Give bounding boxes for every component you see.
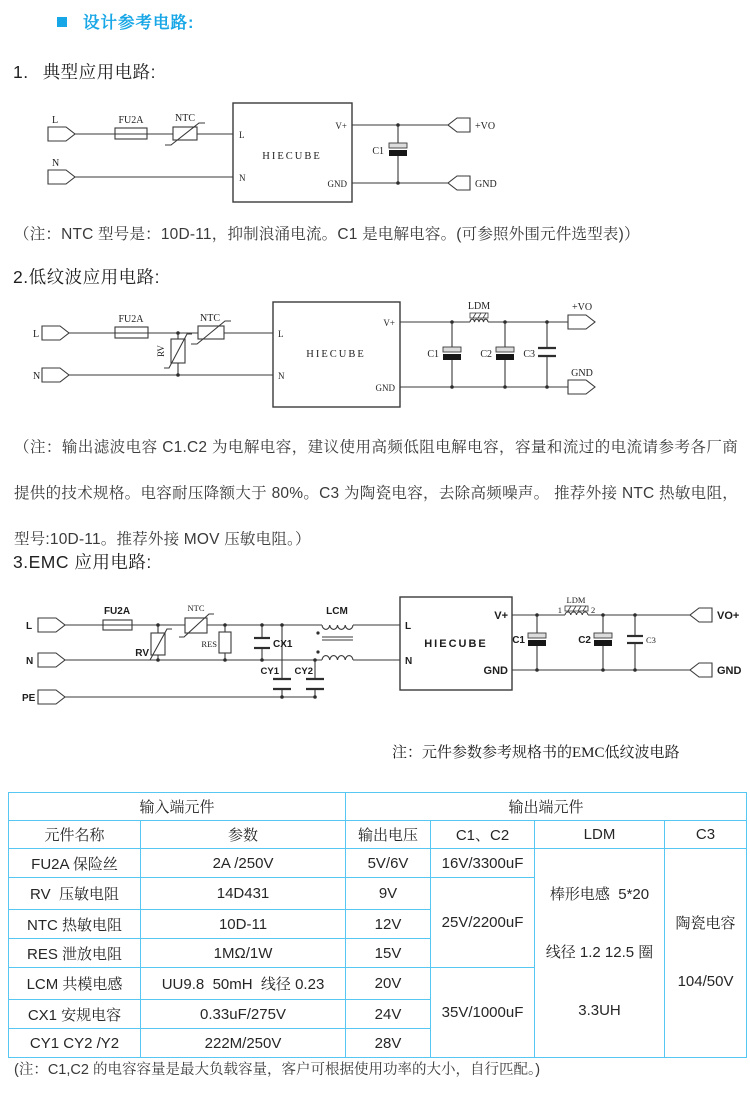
capacitor-c2-symbol (594, 633, 612, 646)
cell-component-param: 10D-11 (141, 910, 346, 939)
cell-c3-value (665, 849, 747, 1058)
col-header-c3: C3 (665, 821, 747, 849)
c3-value-line: 陶瓷电容 (675, 915, 736, 932)
terminal-vo-icon (448, 118, 470, 132)
capacitor-cy2-symbol (306, 679, 324, 689)
label-pe: PE (22, 693, 36, 704)
cell-component-name: FU2A 保险丝 (9, 849, 141, 878)
note-section2: （注：输出滤波电容 C1.C2 为电解电容，建议使用高频低阻电解电容，容量和流过的电流请参考各厂商提供的技术规格。电容耐压降额大于 80%。C3 为陶瓷电容，去除高频噪声。 推荐外接 NTC 热敏电阻，型号:10D-11。推荐外接 MOV 压敏电阻。） (14, 439, 738, 548)
group-header-input: 输入端元件 (9, 793, 346, 821)
varistor-rv-symbol (145, 629, 172, 660)
cell-component-param: 0.33uF/275V (141, 1000, 346, 1029)
cell-ldm-value (535, 849, 665, 1058)
terminal-vo-icon (690, 608, 712, 622)
terminal-pe-icon (38, 690, 65, 704)
cell-component-name: CX1 安规电容 (9, 1000, 141, 1029)
label-c2: C2 (480, 349, 492, 360)
page-title: 设计参考电路: (83, 14, 195, 32)
label-cy1: CY1 (260, 666, 279, 677)
terminal-n-icon (48, 170, 75, 184)
label-pin-gnd: GND (375, 383, 395, 393)
label-out-vo: VO+ (717, 610, 740, 622)
note-footer: (注：C1,C2 的电容容量是最大负载容量，客户可根据使用功率的大小，自行匹配。) (14, 1062, 541, 1078)
label-ntc: NTC (175, 113, 195, 124)
section1-number: 1. (13, 62, 29, 82)
cell-c1c2-value: 16V/3300uF (431, 849, 535, 878)
label-out-vo: +VO (475, 121, 496, 132)
ldm-value-line: 棒形电感 5*20 (549, 886, 650, 903)
inductor-ldm-symbol (470, 313, 488, 322)
col-header-vout: 输出电压 (346, 821, 431, 849)
terminal-gnd-icon (448, 176, 470, 190)
label-module: HIECUBE (306, 349, 366, 360)
circuit-low-ripple-application (25, 293, 625, 415)
label-c3: C3 (646, 635, 656, 645)
table-header-row (9, 821, 747, 849)
capacitor-c3-symbol (627, 636, 643, 643)
table-group-header-row (9, 793, 747, 821)
varistor-rv-symbol (164, 334, 192, 368)
table-row (9, 849, 747, 878)
terminal-vo-icon (568, 315, 595, 329)
label-n: N (52, 158, 60, 169)
cell-c1c2-value: 25V/2200uF (431, 878, 535, 968)
cell-c1c2-value: 35V/1000uF (431, 968, 535, 1058)
capacitor-c1-symbol (528, 633, 546, 646)
capacitor-cx1-symbol (254, 638, 270, 648)
cell-output-voltage: 12V (346, 910, 431, 939)
c3-value-line: 104/50V (677, 973, 734, 990)
note-section1: （注：NTC 型号是：10D-11，抑制浪涌电流。C1 是电解电容。(可参照外围元件选型表)） (14, 226, 640, 243)
group-header-output: 输出端元件 (346, 793, 747, 821)
col-header-name: 元件名称 (9, 821, 141, 849)
label-out-gnd: GND (717, 665, 742, 677)
label-c1: C1 (427, 349, 439, 360)
cell-component-name: NTC 热敏电阻 (9, 910, 141, 939)
capacitor-c3-symbol (538, 348, 556, 356)
section2-heading: 2.低纹波应用电路: (13, 267, 160, 287)
section-bullet-icon (57, 17, 67, 27)
cell-component-param: 1MΩ/1W (141, 939, 346, 968)
cell-output-voltage: 5V/6V (346, 849, 431, 878)
label-pin-l: L (405, 621, 412, 632)
cell-component-param: 14D431 (141, 878, 346, 910)
label-fuse: FU2A (118, 314, 144, 325)
cell-output-voltage: 15V (346, 939, 431, 968)
circuit-emc-application (22, 592, 750, 720)
label-pin-n: N (239, 173, 246, 183)
col-header-ldm: LDM (535, 821, 665, 849)
label-module: HIECUBE (424, 638, 488, 650)
note-emc-reference: 注：元件参数参考规格书的EMC低纹波电路 (392, 745, 680, 761)
terminal-n-icon (42, 368, 69, 382)
cell-component-param: 2A /250V (141, 849, 346, 878)
label-out-vo: +VO (571, 302, 593, 313)
section1-title: 典型应用电路: (42, 62, 156, 82)
label-ldm-pin1: 1 (557, 605, 562, 615)
component-selection-table (8, 792, 747, 1058)
label-cy2: CY2 (294, 666, 313, 677)
cell-output-voltage: 9V (346, 878, 431, 910)
capacitor-cy1-symbol (273, 679, 291, 689)
label-pin-l: L (239, 130, 245, 140)
label-c3: C3 (523, 349, 535, 360)
cell-component-name: LCM 共模电感 (9, 968, 141, 1000)
terminal-gnd-icon (690, 663, 712, 677)
label-rv: RV (135, 648, 149, 659)
terminal-l-icon (38, 618, 65, 632)
label-n: N (26, 656, 34, 667)
label-module: HIECUBE (262, 151, 322, 162)
label-pin-n: N (278, 371, 285, 381)
terminal-l-icon (42, 326, 69, 340)
label-pin-gnd: GND (327, 179, 347, 189)
label-fuse: FU2A (118, 115, 144, 126)
label-ntc: NTC (187, 603, 205, 613)
terminal-n-icon (38, 653, 65, 667)
cell-output-voltage: 20V (346, 968, 431, 1000)
label-pin-gnd: GND (483, 665, 508, 677)
col-header-c1c2: C1、C2 (431, 821, 535, 849)
cell-output-voltage: 24V (346, 1000, 431, 1029)
ldm-value-line: 3.3UH (578, 1002, 621, 1019)
label-pin-n: N (405, 656, 413, 667)
section3-heading: 3.EMC 应用电路: (13, 552, 152, 572)
label-pin-vplus: V+ (383, 318, 395, 328)
label-ldm: LDM (566, 595, 586, 605)
label-out-gnd: GND (571, 368, 593, 379)
label-l: L (26, 621, 33, 632)
cell-component-name: RES 泄放电阻 (9, 939, 141, 968)
cell-component-name: RV 压敏电阻 (9, 878, 141, 910)
circuit-typical-application (38, 98, 543, 213)
circuit3-wires (65, 615, 690, 697)
label-l: L (52, 115, 59, 126)
terminal-gnd-icon (568, 380, 595, 394)
cell-component-param: UU9.8 50mH 线径 0.23 (141, 968, 346, 1000)
label-res: RES (201, 639, 217, 649)
common-mode-choke-symbol (316, 625, 353, 660)
cell-output-voltage: 28V (346, 1029, 431, 1058)
label-ldm: LDM (467, 301, 491, 312)
label-c1: C1 (512, 635, 525, 646)
capacitor-c2-symbol (496, 347, 514, 360)
capacitor-c1-symbol (389, 143, 407, 156)
label-lcm: LCM (326, 606, 348, 617)
label-cx1: CX1 (273, 639, 293, 650)
cell-component-param: 222M/250V (141, 1029, 346, 1058)
col-header-param: 参数 (141, 821, 346, 849)
label-ntc: NTC (200, 313, 220, 324)
cell-component-name: CY1 CY2 /Y2 (9, 1029, 141, 1058)
label-c1: C1 (372, 146, 384, 157)
label-rv: RV (156, 345, 166, 357)
label-ldm-pin2: 2 (591, 605, 596, 615)
label-pin-vplus: V+ (335, 121, 347, 131)
label-l: L (33, 329, 40, 340)
label-c2: C2 (578, 635, 591, 646)
label-pin-vplus: V+ (494, 610, 508, 622)
label-n: N (33, 371, 41, 382)
label-fuse: FU2A (103, 606, 131, 617)
resistor-res-symbol (219, 632, 231, 653)
section1-heading (13, 59, 156, 84)
ldm-value-line: 线径 1.2 12.5 圈 (545, 944, 654, 961)
label-pin-l: L (278, 329, 284, 339)
inductor-ldm-symbol (565, 606, 588, 615)
label-out-gnd: GND (475, 179, 497, 190)
terminal-l-icon (48, 127, 75, 141)
capacitor-c1-symbol (443, 347, 461, 360)
